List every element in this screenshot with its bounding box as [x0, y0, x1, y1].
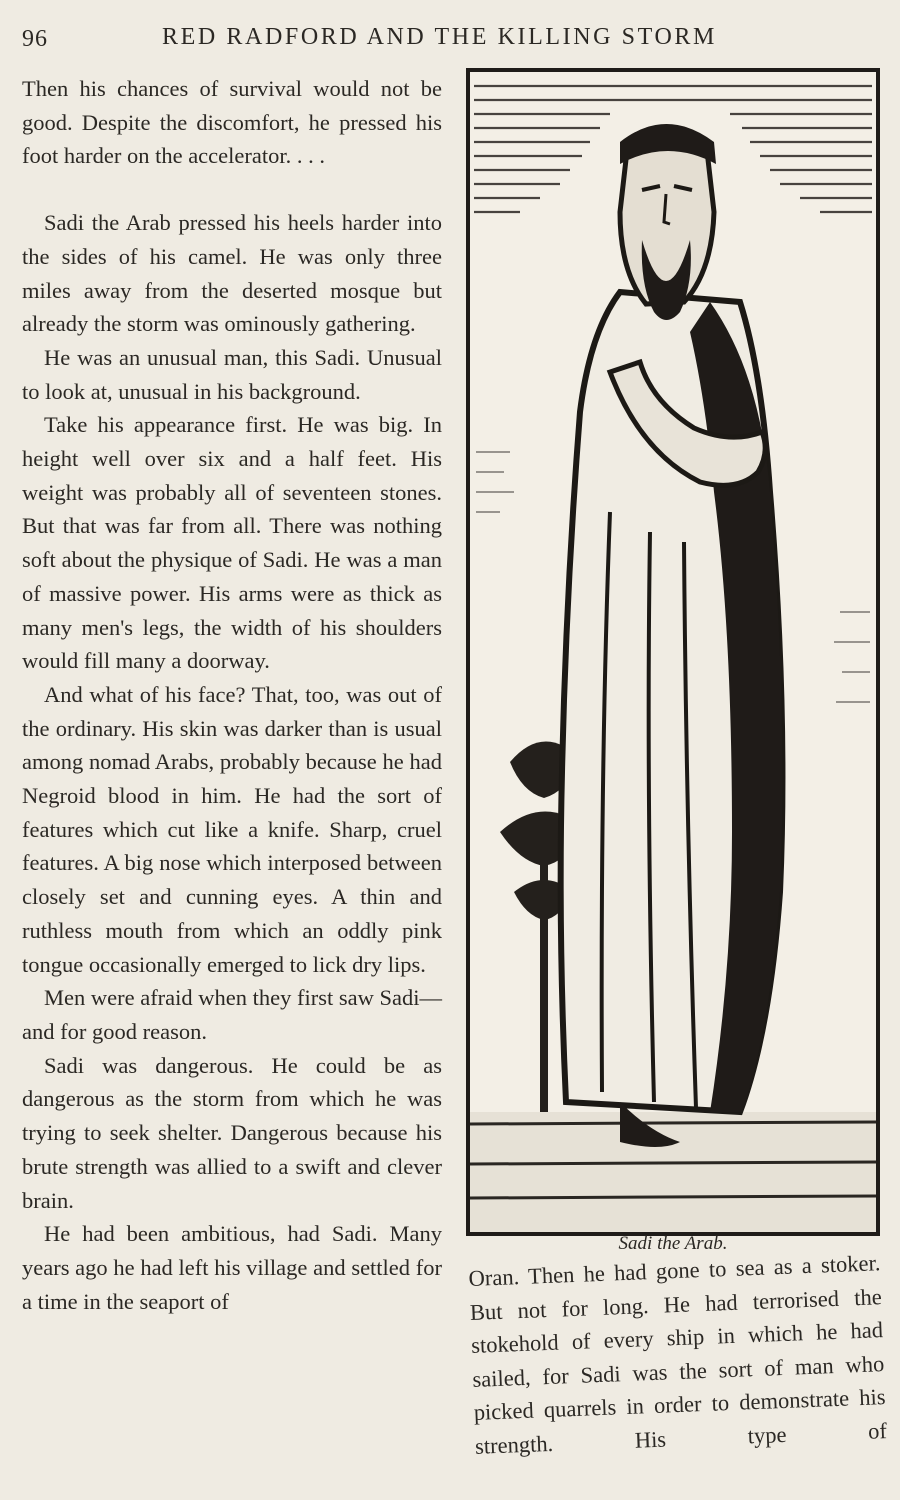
paragraph: He was an unusual man, this Sadi. Unusual to look at, unusual in his background. — [22, 344, 442, 404]
paragraph: He had been ambitious, had Sadi. Many years ago he had left his village and settled for a time in the seaport of — [22, 1221, 442, 1314]
woodcut-figure-image — [470, 72, 876, 1232]
left-text-column — [22, 72, 442, 1318]
paragraph: Sadi was dangerous. He could be as dangerous as the storm from which he was trying to seek shelter. Dangerous because his brute strength was allied to a swift and clever brain. — [22, 1052, 442, 1213]
page-number: 96 — [22, 26, 48, 52]
page-header — [22, 22, 880, 56]
right-text-column — [468, 1246, 887, 1463]
paragraph: Oran. Then he had gone to sea as a stoker. But not for long. He had terrorised the stokehold of every ship in which he had sailed, for Sadi was the sort of man who picked quarrels in order to demonstrate his strength. His type of — [468, 1250, 888, 1459]
paragraph: Then his chances of survival would not be good. Despite the discomfort, he pressed his foot harder on the accelerator. . . . — [22, 76, 442, 169]
illustration-caption: Sadi the Arab. — [618, 1233, 728, 1254]
paragraph: And what of his face? That, too, was out of the ordinary. His skin was darker than is usual among nomad Arabs, probably because he had Negroid blood in him. He had the sort of features which cut like a knife. Sharp, cruel features. A big nose which interposed between closely set and cunning eyes. A thin and ruthless mouth from which an oddly pink tongue occasionally emerged to lick dry lips. — [22, 681, 442, 977]
running-head: RED RADFORD AND THE KILLING STORM — [162, 24, 717, 50]
paragraph: Sadi the Arab pressed his heels harder into the sides of his camel. He was only three miles away from the deserted mosque but already the storm was ominously gathering. — [22, 210, 442, 337]
paragraph: Take his appearance first. He was big. In height well over six and a half feet. His weight was probably all of seventeen stones. But that was far from all. There was nothing soft about the physique of Sadi. He was a man of massive power. His arms were as thick as many men's legs, the width of his shoulders would fill many a doorway. — [22, 412, 442, 674]
illustration-sadi-the-arab — [466, 68, 880, 1236]
paragraph: Men were afraid when they first saw Sadi—and for good reason. — [22, 985, 443, 1044]
